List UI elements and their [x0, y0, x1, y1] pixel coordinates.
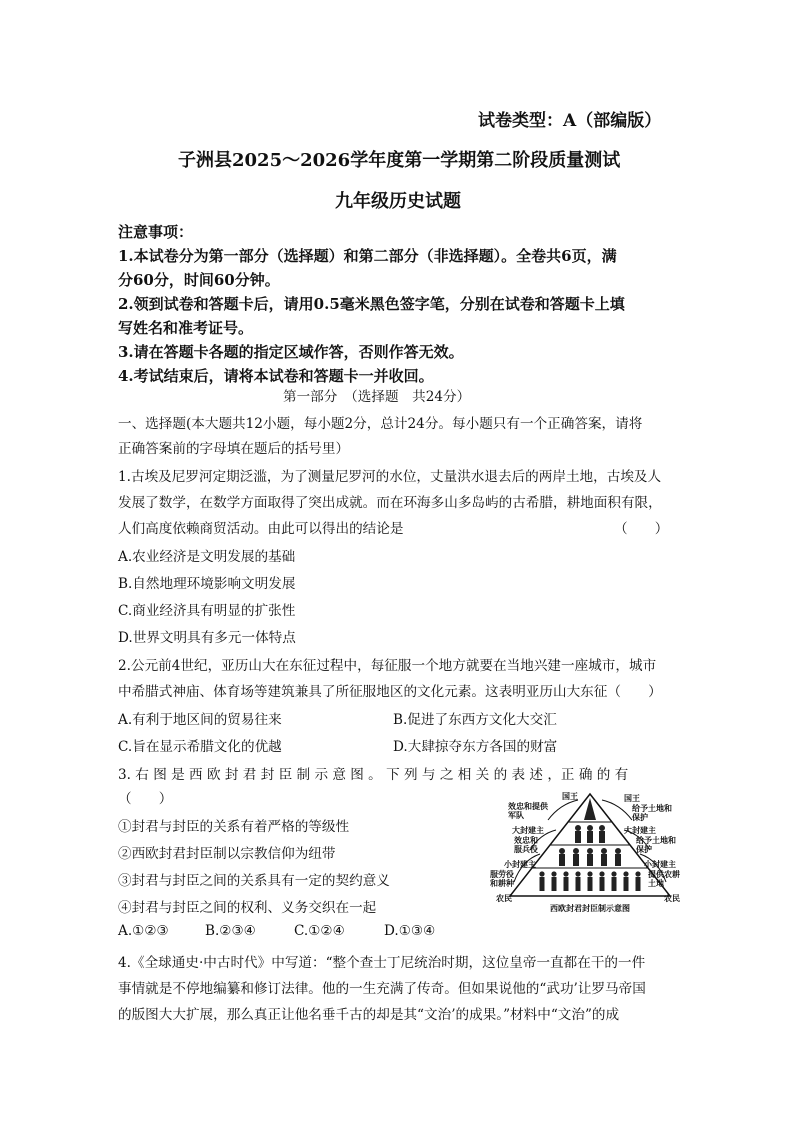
- q3-option-c[interactable]: C.①②④: [294, 923, 345, 939]
- q3-item: ①封君与封臣的关系有着严格的等级性: [118, 819, 350, 835]
- exam-title: 子洲县2025～2026学年度第一学期第二阶段质量测试: [178, 150, 621, 171]
- diagram-label-king-right: 国王: [624, 794, 640, 803]
- diagram-label: 小封建主: [504, 860, 536, 869]
- notes-heading: 注意事项：: [118, 223, 194, 241]
- diagram-label: 给予土地和保护: [632, 804, 672, 822]
- q1-answer-bracket[interactable]: （ ）: [614, 521, 669, 537]
- q4-stem: 的版图大大扩展，那么真正让他名垂千古的却是其“文治’的成果。”材料中“文治”的成: [118, 1007, 620, 1023]
- q3-stem[interactable]: （ ）: [118, 791, 173, 807]
- q1-option-a[interactable]: A.农业经济是文明发展的基础: [118, 549, 296, 565]
- diagram-label: 给予土地和保护: [636, 836, 676, 854]
- q1-option-d[interactable]: D.世界文明具有多元一体特点: [118, 630, 296, 646]
- q3-stem: 3. 右 图 是 西 欧 封 君 封 臣 制 示 意 图 。 下 列 与 之 相 关 的 表 述 ，正 确 的 有: [118, 767, 629, 783]
- exam-type-label: 试卷类型：A（部编版）: [478, 111, 662, 131]
- q1-option-c[interactable]: C.商业经济具有明显的扩张性: [118, 603, 296, 619]
- part1-instructions: 正确答案前的字母填在题后的括号里）: [118, 441, 350, 457]
- diagram-label: 大封建主: [624, 826, 656, 835]
- diagram-label: 效忠和服兵役: [514, 836, 538, 854]
- diagram-label: 小封建主: [644, 860, 676, 869]
- diagram-label: 提供农耕土地: [648, 870, 680, 888]
- notes-line: 写姓名和准考证号。: [118, 319, 254, 337]
- notes-line: 2.领到试卷和答题卡后，请用0.5毫米黑色签字笔，分别在试卷和答题卡上填: [118, 295, 625, 313]
- diagram-label: 农民: [664, 894, 680, 903]
- q4-stem: 4.《全球通史·中古时代》中写道：“整个查士丁尼统治时期，这位皇帝一直都在干的一件: [118, 955, 646, 971]
- q3-option-d[interactable]: D.①③④: [384, 923, 436, 939]
- part1-instructions: 一、选择题(本大题共12小题，每小题2分，总计24分。每小题只有一个正确答案，请将: [118, 416, 643, 432]
- q1-stem: 发展了数学，在数学方面取得了突出成就。而在环海多山多岛屿的古希腊，耕地面积有限，: [118, 495, 662, 511]
- q3-item: ④封君与封臣之间的权利、义务交织在一起: [118, 900, 377, 916]
- feudal-pyramid-diagram: [490, 790, 690, 916]
- q1-stem: 1.古埃及尼罗河定期泛滥，为了测量尼罗河的水位，丈量洪水退去后的两岸土地，古埃及人: [118, 469, 662, 485]
- q2-option-c[interactable]: C.旨在显示希腊文化的优越: [118, 739, 282, 755]
- notes-line: 分60分，时间60分钟。: [118, 271, 280, 289]
- q2-stem: 中希腊式神庙、体育场等建筑兼具了所征服地区的文化元素。这表明亚历山大东征（ ）: [118, 684, 662, 700]
- q3-item: ②西欧封君封臣制以宗教信仰为纽带: [118, 846, 336, 862]
- diagram-label: 大封建主: [512, 826, 544, 835]
- notes-line: 3.请在答题卡各题的指定区域作答，否则作答无效。: [118, 343, 464, 361]
- part1-heading: 第一部分 （选择题 共24分）: [283, 389, 471, 405]
- diagram-label: 服劳役和耕种: [490, 870, 514, 888]
- q3-item: ③封君与封臣之间的关系具有一定的契约意义: [118, 873, 390, 889]
- notes-line: 1.本试卷分为第一部分（选择题）和第二部分（非选择题）。全卷共6页，满: [118, 247, 617, 265]
- q2-stem: 2.公元前4世纪，亚历山大在东征过程中，每征服一个地方就要在当地兴建一座城市，城市: [118, 658, 657, 674]
- diagram-label: 效忠和提供军队: [508, 802, 548, 820]
- diagram-label: 农民: [496, 894, 512, 903]
- notes-line: 4.考试结束后，请将本试卷和答题卡一并收回。: [118, 367, 434, 385]
- q1-stem: 人们高度依赖商贸活动。由此可以得出的结论是: [118, 521, 404, 537]
- q3-option-b[interactable]: B.②③④: [205, 923, 256, 939]
- exam-subtitle: 九年级历史试题: [335, 191, 461, 212]
- q3-option-a[interactable]: A.①②③: [118, 923, 169, 939]
- q2-option-a[interactable]: A.有利于地区间的贸易往来: [118, 712, 282, 728]
- diagram-label-king-left: 国王: [562, 792, 578, 801]
- q2-option-b[interactable]: B.促进了东西方文化大交汇: [393, 712, 557, 728]
- q1-option-b[interactable]: B.自然地理环境影响文明发展: [118, 576, 296, 592]
- q2-option-d[interactable]: D.大肆掠夺东方各国的财富: [393, 739, 558, 755]
- q4-stem: 事情就是不停地编纂和修订法律。他的一生充满了传奇。但如果说他的“武功’让罗马帝国: [118, 981, 646, 997]
- diagram-caption: 西欧封君封臣制示意图: [550, 904, 630, 913]
